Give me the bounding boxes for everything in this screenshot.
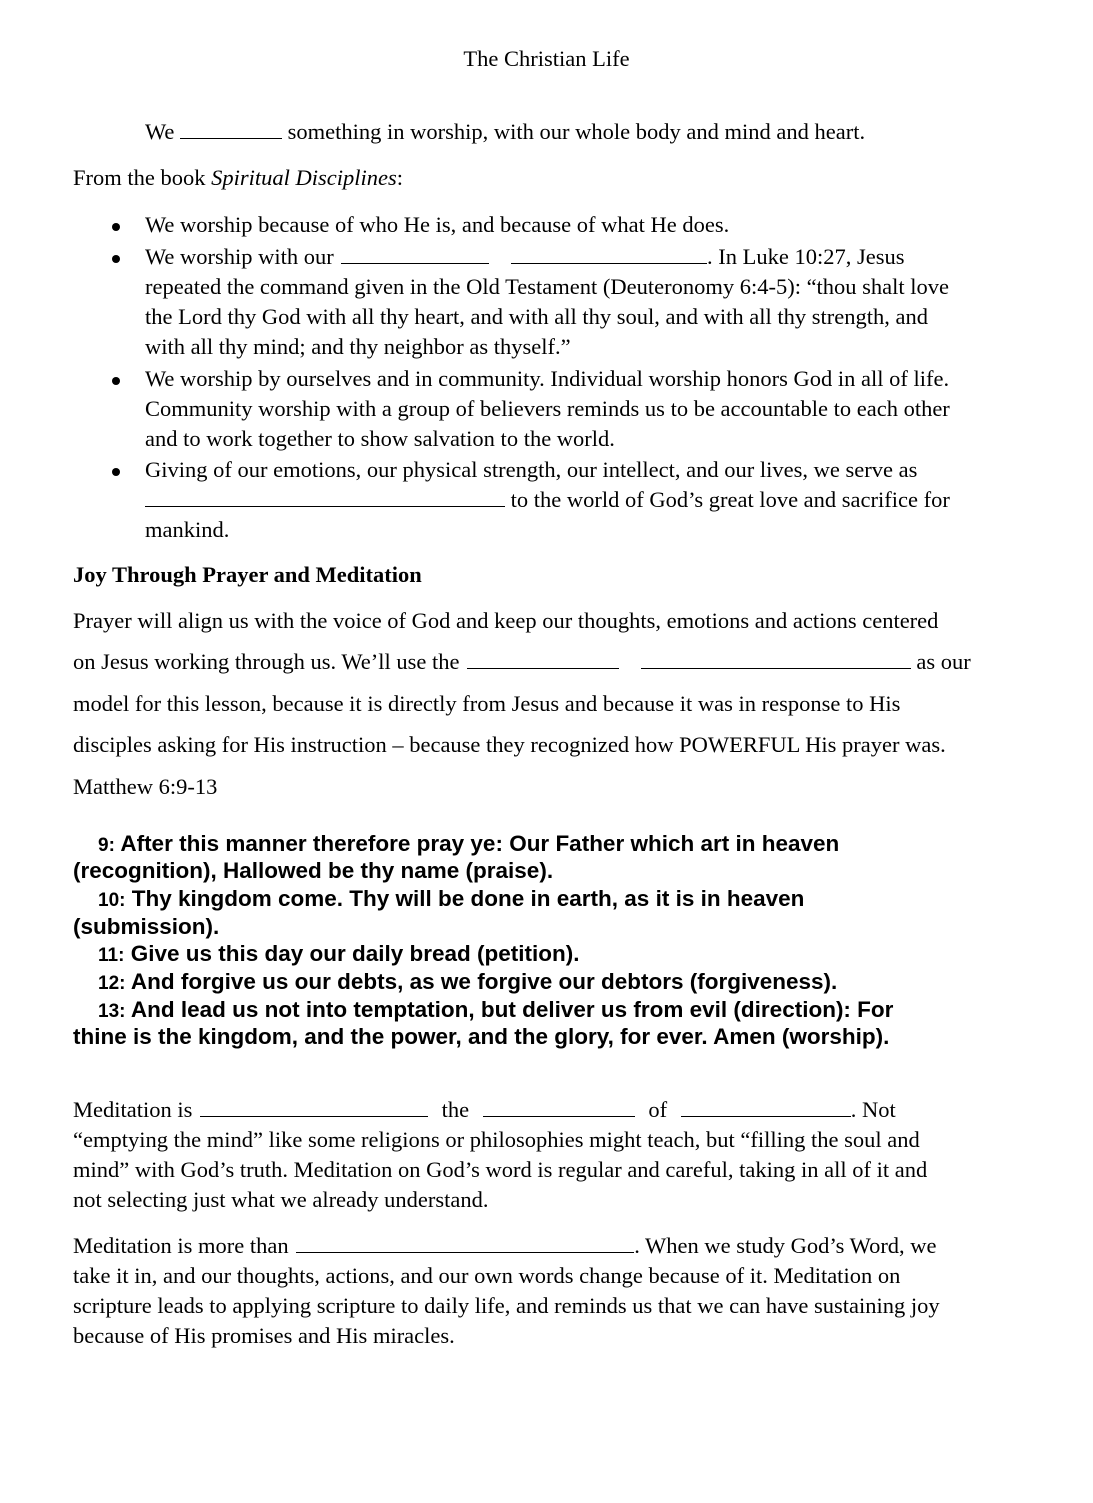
meditation-pre: Meditation is xyxy=(73,1097,193,1122)
meditation-line-1 xyxy=(73,1097,896,1123)
bullet-3-line-1: We worship by ourselves and in community. Individual worship honors God in all of life. xyxy=(145,366,950,391)
bullet-2-post: . In Luke 10:27, Jesus xyxy=(707,244,905,269)
verse-12-text: And forgive us our debts, as we forgive our debtors (forgiveness). xyxy=(130,969,838,994)
intro-we: We xyxy=(145,119,175,144)
verse-11-line-1 xyxy=(98,941,580,967)
bullet-4-line-3: mankind. xyxy=(145,517,230,542)
meditation2-post: . When we study God’s Word, we xyxy=(634,1233,937,1258)
bullet-1-text: We worship because of who He is, and because of what He does. xyxy=(145,212,730,237)
verse-number: 10: xyxy=(98,890,126,911)
verse-number: 13: xyxy=(98,1001,126,1022)
meditation-of: of xyxy=(648,1097,668,1122)
verse-13-line-2: thine is the kingdom, and the power, and the glory, for ever. Amen (worship). xyxy=(73,1024,890,1049)
bullet-3-line-2: Community worship with a group of believers reminds us to be accountable to each other xyxy=(145,396,950,421)
intro-rest: something in worship, with our whole body and mind and heart. xyxy=(287,119,866,144)
verse-10-line-2: (submission). xyxy=(73,914,220,939)
bullet-dot xyxy=(112,223,120,231)
bullet-2-line-1 xyxy=(145,244,905,270)
meditation-the: the xyxy=(441,1097,470,1122)
verse-13-text: And lead us not into temptation, but deliver us from evil (direction): For xyxy=(130,997,894,1022)
verse-10-line-1 xyxy=(98,886,804,912)
fill-blank[interactable] xyxy=(180,121,282,139)
bullet-2-line-4: with all thy mind; and thy neighbor as thyself.” xyxy=(145,334,571,359)
verse-10-text: Thy kingdom come. Thy will be done in earth, as it is in heaven xyxy=(131,886,805,911)
meditation2-line-4: because of His promises and His miracles. xyxy=(73,1323,455,1348)
prayer-line-4: disciples asking for His instruction – because they recognized how POWERFUL His prayer was. xyxy=(73,732,946,757)
fill-blank[interactable] xyxy=(200,1099,428,1117)
bullet-3-line-3: and to work together to show salvation to the world. xyxy=(145,426,615,451)
page-title: The Christian Life xyxy=(463,46,630,71)
prayer-line-2-pre: on Jesus working through us. We’ll use the xyxy=(73,649,460,674)
intro-line xyxy=(145,119,865,145)
meditation2-line-3: scripture leads to applying scripture to daily life, and reminds us that we can have sustaining joy xyxy=(73,1293,940,1318)
fill-blank[interactable] xyxy=(145,489,505,507)
bullet-dot xyxy=(112,377,120,385)
verse-9-line-2: (recognition), Hallowed be thy name (praise). xyxy=(73,858,554,883)
fill-blank[interactable] xyxy=(341,246,489,264)
book-source-line xyxy=(73,165,403,191)
prayer-line-2-post: as our xyxy=(916,649,971,674)
meditation-line-2: “emptying the mind” like some religions or philosophies might teach, but “filling the soul and xyxy=(73,1127,920,1152)
fill-blank[interactable] xyxy=(681,1099,851,1117)
verse-11-text: Give us this day our daily bread (petition). xyxy=(130,941,580,966)
bullet-4-line-2 xyxy=(145,487,950,513)
meditation-post: . Not xyxy=(850,1097,896,1122)
bullet-4-line-1: Giving of our emotions, our physical strength, our intellect, and our lives, we serve as xyxy=(145,457,918,482)
verse-number: 12: xyxy=(98,973,126,994)
bullet-2-pre: We worship with our xyxy=(145,244,334,269)
bullet-2-line-3: the Lord thy God with all thy heart, and with all thy soul, and with all thy strength, and xyxy=(145,304,928,329)
meditation2-pre: Meditation is more than xyxy=(73,1233,289,1258)
meditation-line-3: mind” with God’s truth. Meditation on God’s word is regular and careful, taking in all of it and xyxy=(73,1157,928,1182)
section-heading: Joy Through Prayer and Meditation xyxy=(73,562,422,587)
prayer-line-3: model for this lesson, because it is directly from Jesus and because it was in response to His xyxy=(73,691,901,716)
verse-13-line-1 xyxy=(98,997,893,1023)
fill-blank[interactable] xyxy=(483,1099,635,1117)
meditation2-line-2: take it in, and our thoughts, actions, and our own words change because of it. Meditation on xyxy=(73,1263,901,1288)
meditation-line-4: not selecting just what we already understand. xyxy=(73,1187,489,1212)
fill-blank[interactable] xyxy=(641,651,911,669)
verse-number: 9: xyxy=(98,835,115,856)
verse-12-line-1 xyxy=(98,969,837,995)
meditation2-line-1 xyxy=(73,1233,937,1259)
bullet-dot xyxy=(112,255,120,263)
scripture-reference: Matthew 6:9-13 xyxy=(73,774,218,799)
verse-number: 11: xyxy=(98,945,125,966)
book-title: Spiritual Disciplines xyxy=(211,165,397,190)
fill-blank[interactable] xyxy=(467,651,619,669)
bullet-4-post: to the world of God’s great love and sacrifice for xyxy=(510,487,950,512)
prayer-line-1: Prayer will align us with the voice of God and keep our thoughts, emotions and actions centered xyxy=(73,608,939,633)
book-suffix: : xyxy=(396,165,404,190)
bullet-dot xyxy=(112,468,120,476)
fill-blank[interactable] xyxy=(511,246,707,264)
bullet-2-line-2: repeated the command given in the Old Testament (Deuteronomy 6:4-5): “thou shalt love xyxy=(145,274,950,299)
book-prefix: From the book xyxy=(73,165,212,190)
prayer-line-2 xyxy=(73,649,971,675)
fill-blank[interactable] xyxy=(296,1235,634,1253)
verse-9-text: After this manner therefore pray ye: Our Father which art in heaven xyxy=(120,831,840,856)
verse-9-line-1 xyxy=(98,831,839,857)
